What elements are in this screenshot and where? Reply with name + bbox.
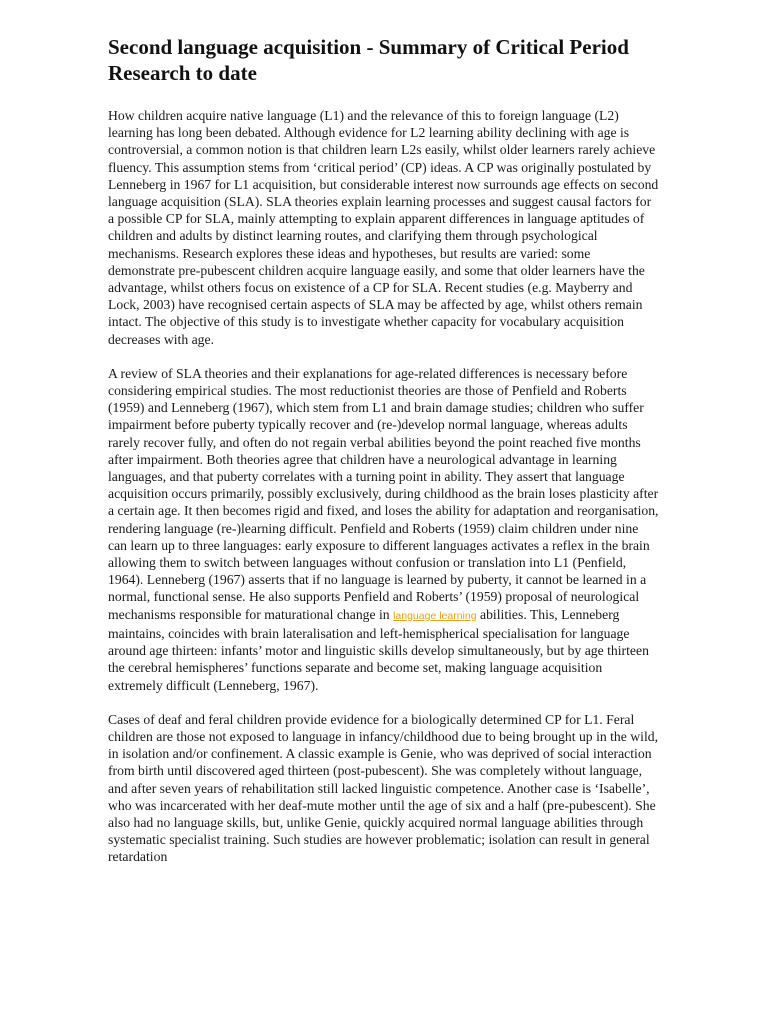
document-title: Second language acquisition - Summary of Critical Period Research to date (108, 35, 629, 85)
document-page (108, 34, 660, 883)
paragraph-sla-theories (108, 365, 660, 694)
paragraph-text-after-link: abilities. This, Lenneberg maintains, coincides with brain lateralisation and left-hemispherical specialisation for language around age thirteen: infants’ motor and linguistic skills develop simultaneously, but by age thirteen the cerebral hemispheres’ functions separate and become set, making language acquisition extremely difficult (Lenneberg, 1967). (108, 606, 649, 693)
language-learning-link[interactable]: language learning (393, 609, 477, 622)
paragraph-text-before-link: A review of SLA theories and their explanations for age-related differences is necessary before considering empirical studies. The most reductionist theories are those of Penfield and Roberts (1959) and Lenneberg (1967), which stem from L1 and brain damage studies; children who suffer impairment before puberty typically recover and (re-)develop normal language, whereas adults rarely recover fully, and often do not regain verbal abilities beyond the point reached five months after impairment. Both theories agree that children have a neurological advantage in learning languages, and that puberty correlates with a turning point in ability. They assert that language acquisition occurs primarily, possibly exclusively, during childhood as the brain loses plasticity after a certain age. It then becomes rigid and fixed, and loses the ability for adaptation and reorganisation, rendering language (re-)learning difficult. Penfield and Roberts (1959) claim children under nine can learn up to three languages: early exposure to different languages activates a reflex in the brain allowing them to switch between languages without confusion or translation into L1 (Penfield, 1964). Lenneberg (1967) asserts that if no language is learned by puberty, it cannot be learned in a normal, functional sense. He also supports Penfield and Roberts’ (1959) proposal of neurological mechanisms responsible for maturational change in (108, 365, 659, 622)
paragraph-intro: How children acquire native language (L1) and the relevance of this to foreign language (L2) learning has long been debated. Although evidence for L2 learning ability declining with age is controversial, a common notion is that children learn L2s easily, whilst older learners rarely achieve fluency. This assumption stems from ‘critical period’ (CP) ideas. A CP was originally postulated by Lenneberg in 1967 for L1 acquisition, but considerable interest now surrounds age effects on second language acquisition (SLA). SLA theories explain learning processes and suggest causal factors for a possible CP for SLA, mainly attempting to explain apparent differences in language aptitudes of children and adults by distinct learning routes, and clarifying them through psychological mechanisms. Research explores these ideas and hypotheses, but results are varied: some demonstrate pre-pubescent children acquire language easily, and some that older learners have the advantage, whilst others focus on existence of a CP for SLA. Recent studies (e.g. Mayberry and Lock, 2003) have recognised certain aspects of SLA may be affected by age, whilst others remain intact. The objective of this study is to investigate whether capacity for vocabulary acquisition decreases with age. (108, 108, 659, 347)
paragraph-feral-children: Cases of deaf and feral children provide evidence for a biologically determined CP for L1. Feral children are those not exposed to language in infancy/childhood due to being brought up in the wild, in isolation and/or confinement. A classic example is Genie, who was deprived of social interaction from birth until discovered aged thirteen (post-pubescent). She was completely without language, and after seven years of rehabilitation still lacked linguistic competence. Another case is ‘Isabelle’, who was incarcerated with her deaf-mute mother until the age of six and a half (pre-pubescent). She also had no language skills, but, unlike Genie, quickly acquired normal language abilities through systematic specialist training. Such studies are however problematic; isolation can result in general retardation (108, 711, 659, 865)
